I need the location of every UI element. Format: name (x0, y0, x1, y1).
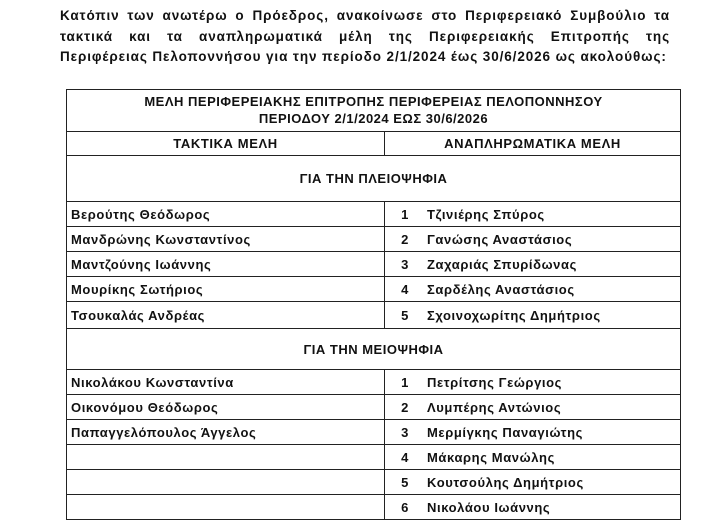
table-row (67, 420, 681, 445)
alternate-member-cell (385, 470, 681, 495)
regular-member: Νικολάκου Κωνσταντίνα (67, 370, 385, 395)
alternate-member-cell (385, 445, 681, 470)
row-number: 3 (401, 256, 409, 272)
row-number: 3 (401, 424, 409, 440)
row-number: 2 (401, 399, 409, 415)
intro-paragraph: Κατόπιν των ανωτέρω ο Πρόεδρος, ανακοίνωσε στο Περιφερειακό Συμβούλιο τα τακτικά και τα αναπληρωματικά μέλη της Περιφερειακής Επιτροπής της Περιφέρειας Πελοποννήσου για την περίοδο 2/1/2024 έως 30/6/2026 ως ακολούθως: (60, 8, 670, 64)
alternate-member: Λυμπέρης Αντώνιος (427, 399, 562, 415)
regular-member: Βερούτης Θεόδωρος (67, 202, 385, 227)
alternate-member: Σχοινοχωρίτης Δημήτριος (427, 307, 601, 323)
alternate-member: Γανώσης Αναστάσιος (427, 231, 573, 247)
regular-member (67, 470, 385, 495)
table-title-row (67, 90, 681, 132)
section-row-minority (67, 329, 681, 370)
row-number: 5 (401, 474, 409, 490)
row-number: 1 (401, 374, 409, 390)
table-row (67, 252, 681, 277)
regular-member (67, 445, 385, 470)
alternate-member-cell (385, 302, 681, 329)
row-number: 4 (401, 449, 409, 465)
regular-member: Τσουκαλάς Ανδρέας (67, 302, 385, 329)
alternate-member: Σαρδέλης Αναστάσιος (427, 281, 575, 297)
alternate-member: Νικολάου Ιωάννης (427, 499, 551, 515)
column-header-alternate: ΑΝΑΠΛΗΡΩΜΑΤΙΚΑ ΜΕΛΗ (385, 132, 681, 156)
members-table (66, 89, 681, 520)
table-title-line-2: ΠΕΡΙΟΔΟΥ 2/1/2024 ΕΩΣ 30/6/2026 (258, 111, 489, 126)
row-number: 1 (401, 206, 409, 222)
table-row (67, 227, 681, 252)
alternate-member-cell (385, 227, 681, 252)
alternate-member: Κουτσούλης Δημήτριος (427, 474, 584, 490)
alternate-member: Πετρίτσης Γεώργιος (427, 374, 563, 390)
table-row (67, 302, 681, 329)
section-label-majority: ΓΙΑ ΤΗΝ ΠΛΕΙΟΨΗΦΙΑ (67, 156, 681, 202)
section-label-minority: ΓΙΑ ΤΗΝ ΜΕΙΟΨΗΦΙΑ (67, 329, 681, 370)
table-title-line-1: ΜΕΛΗ ΠΕΡΙΦΕΡΕΙΑΚΗΣ ΕΠΙΤΡΟΠΗΣ ΠΕΡΙΦΕΡΕΙΑΣ ΠΕΛΟΠΟΝΝΗΣΟΥ (144, 94, 603, 109)
section-row-majority (67, 156, 681, 202)
alternate-member: Τζινιέρης Σπύρος (427, 206, 545, 222)
row-number: 5 (401, 307, 409, 323)
alternate-member-cell (385, 277, 681, 302)
column-header-regular: ΤΑΚΤΙΚΑ ΜΕΛΗ (67, 132, 385, 156)
regular-member: Οικονόμου Θεόδωρος (67, 395, 385, 420)
row-number: 6 (401, 499, 409, 515)
table-row (67, 470, 681, 495)
alternate-member-cell (385, 495, 681, 520)
table-row (67, 495, 681, 520)
row-number: 4 (401, 281, 409, 297)
row-number: 2 (401, 231, 409, 247)
table-row (67, 445, 681, 470)
table-row (67, 370, 681, 395)
regular-member (67, 495, 385, 520)
regular-member: Μανδρώνης Κωνσταντίνος (67, 227, 385, 252)
alternate-member: Μερμίγκης Παναγιώτης (427, 424, 583, 440)
column-header-row (67, 132, 681, 156)
table-row (67, 395, 681, 420)
table-row (67, 202, 681, 227)
alternate-member-cell (385, 252, 681, 277)
alternate-member-cell (385, 370, 681, 395)
alternate-member-cell (385, 395, 681, 420)
alternate-member: Ζαχαριάς Σπυρίδωνας (427, 256, 577, 272)
alternate-member: Μάκαρης Μανώλης (427, 449, 555, 465)
regular-member: Μαντζούνης Ιωάννης (67, 252, 385, 277)
alternate-member-cell (385, 202, 681, 227)
table-title (67, 90, 681, 132)
table-row (67, 277, 681, 302)
regular-member: Παπαγγελόπουλος Άγγελος (67, 420, 385, 445)
alternate-member-cell (385, 420, 681, 445)
regular-member: Μουρίκης Σωτήριος (67, 277, 385, 302)
